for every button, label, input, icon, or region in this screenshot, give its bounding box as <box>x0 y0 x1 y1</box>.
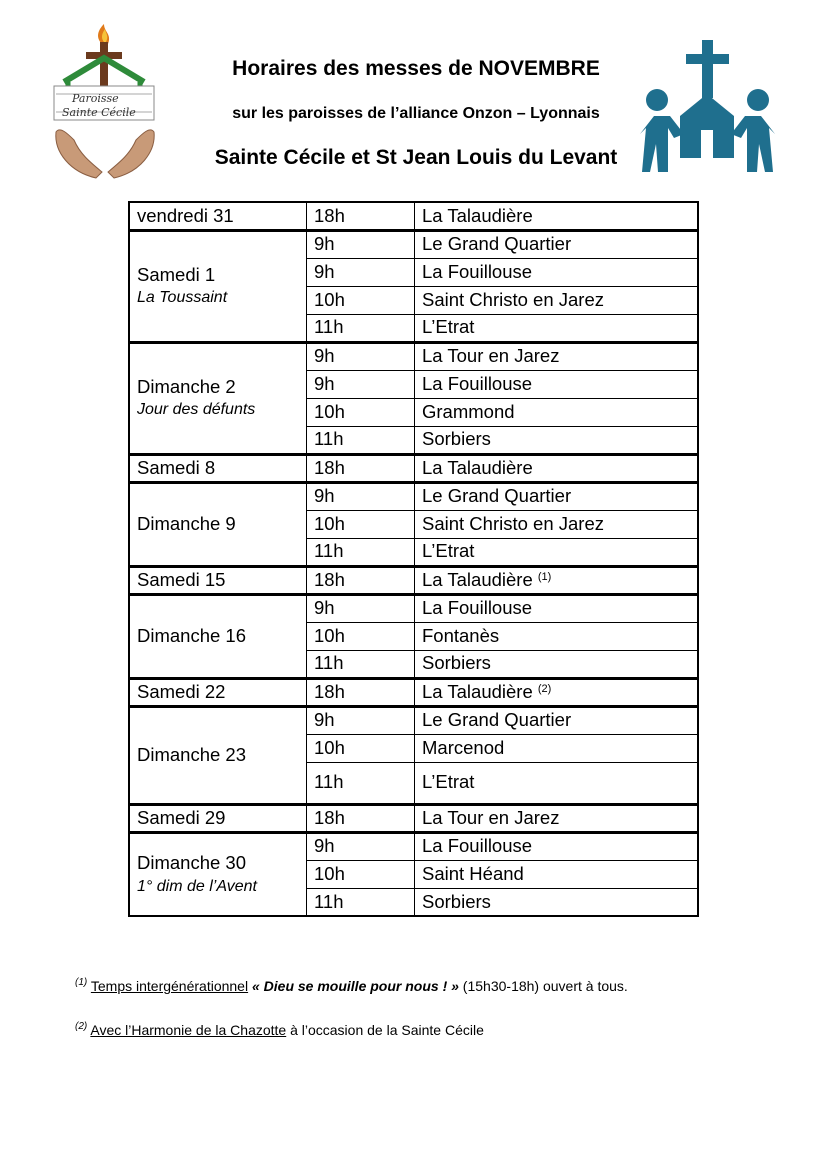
time-cell: 10h <box>307 622 415 650</box>
day-note: Jour des défunts <box>137 401 256 419</box>
place-cell <box>415 734 699 762</box>
place-cell <box>415 314 699 342</box>
place-cell <box>415 342 699 370</box>
schedule-row <box>129 454 698 482</box>
place-cell <box>415 678 699 706</box>
place-cell <box>415 594 699 622</box>
logo-text-1: Paroisse <box>72 92 119 105</box>
place-label: Fontanès <box>422 624 500 646</box>
time-cell: 9h <box>307 370 415 398</box>
place-cell <box>415 538 699 566</box>
time-cell: 9h <box>307 482 415 510</box>
schedule-row <box>129 706 698 734</box>
place-cell <box>415 804 699 832</box>
day-cell <box>129 832 307 916</box>
time-cell: 18h <box>307 202 415 230</box>
place-cell <box>415 230 699 258</box>
day-cell <box>129 454 307 482</box>
place-label: La Tour en Jarez <box>422 806 560 828</box>
schedule-row <box>129 230 698 258</box>
place-label: Le Grand Quartier <box>422 485 572 507</box>
place-cell <box>415 566 699 594</box>
place-cell <box>415 650 699 678</box>
footnote-1-rest: (15h30-18h) ouvert à tous. <box>458 978 628 994</box>
page-title: Horaires des messes de NOVEMBRE <box>232 57 600 80</box>
time-cell: 9h <box>307 230 415 258</box>
day-cell <box>129 706 307 804</box>
place-label: La Talaudière <box>422 680 533 702</box>
time-cell: 18h <box>307 454 415 482</box>
time-cell: 11h <box>307 538 415 566</box>
place-label: Saint Héand <box>422 862 524 884</box>
time-cell: 11h <box>307 650 415 678</box>
day-cell <box>129 230 307 342</box>
day-label: Samedi 8 <box>137 456 216 478</box>
footnote-2 <box>75 1021 484 1038</box>
place-label: La Tour en Jarez <box>422 345 560 367</box>
page-subtitle: sur les paroisses de l’alliance Onzon – Lyonnais <box>232 105 600 122</box>
day-cell <box>129 202 307 230</box>
place-cell <box>415 286 699 314</box>
time-cell: 9h <box>307 594 415 622</box>
day-label: Samedi 1 <box>137 264 216 286</box>
day-label: Samedi 15 <box>137 568 226 590</box>
place-cell <box>415 832 699 860</box>
place-label: La Talaudière <box>422 568 533 590</box>
place-label: La Fouillouse <box>422 597 533 619</box>
place-label: La Fouillouse <box>422 260 533 282</box>
place-label: L’Etrat <box>422 316 475 338</box>
place-cell <box>415 370 699 398</box>
time-cell: 11h <box>307 888 415 916</box>
day-cell <box>129 678 307 706</box>
place-cell <box>415 706 699 734</box>
schedule-row <box>129 832 698 860</box>
time-cell: 9h <box>307 832 415 860</box>
time-cell: 10h <box>307 510 415 538</box>
place-label: L’Etrat <box>422 771 475 793</box>
place-label: Sorbiers <box>422 890 491 912</box>
place-cell <box>415 454 699 482</box>
place-cell <box>415 426 699 454</box>
schedule-row <box>129 594 698 622</box>
time-cell: 11h <box>307 762 415 804</box>
schedule-row <box>129 804 698 832</box>
place-cell <box>415 482 699 510</box>
place-cell <box>415 258 699 286</box>
schedule-row <box>129 342 698 370</box>
place-label: Saint Christo en Jarez <box>422 288 605 310</box>
parishes-title: Sainte Cécile et St Jean Louis du Levant <box>214 146 618 169</box>
schedule-row <box>129 678 698 706</box>
place-label: La Fouillouse <box>422 372 533 394</box>
place-label: Grammond <box>422 400 515 422</box>
footnote-1-underlined: Temps intergénérationnel <box>90 978 249 994</box>
day-cell <box>129 342 307 454</box>
day-label: Dimanche 23 <box>137 743 247 765</box>
schedule-row <box>129 482 698 510</box>
time-cell: 10h <box>307 286 415 314</box>
schedule-row <box>129 566 698 594</box>
day-label: Dimanche 16 <box>137 624 247 646</box>
day-cell <box>129 804 307 832</box>
day-label: Dimanche 30 <box>137 852 247 874</box>
time-cell: 9h <box>307 258 415 286</box>
day-label: Samedi 29 <box>137 806 226 828</box>
time-cell: 11h <box>307 314 415 342</box>
time-cell: 10h <box>307 734 415 762</box>
day-note: La Toussaint <box>137 289 228 307</box>
place-label: Le Grand Quartier <box>422 709 572 731</box>
time-cell: 10h <box>307 398 415 426</box>
schedule-row <box>129 202 698 230</box>
time-cell: 18h <box>307 566 415 594</box>
place-label: Le Grand Quartier <box>422 233 572 255</box>
place-cell <box>415 762 699 804</box>
day-cell <box>129 482 307 566</box>
place-cell <box>415 888 699 916</box>
footnote-2-mark: (2) <box>75 1021 88 1032</box>
footnote-ref: (1) <box>537 570 552 583</box>
place-label: L’Etrat <box>422 540 475 562</box>
time-cell: 9h <box>307 706 415 734</box>
day-label: Dimanche 2 <box>137 376 236 398</box>
day-label: Samedi 22 <box>137 680 226 702</box>
place-label: La Talaudière <box>422 204 533 226</box>
time-cell: 10h <box>307 860 415 888</box>
place-cell <box>415 510 699 538</box>
place-cell <box>415 622 699 650</box>
day-cell <box>129 566 307 594</box>
footnote-1 <box>75 977 628 994</box>
day-cell <box>129 594 307 678</box>
footnote-1-mark: (1) <box>75 977 88 988</box>
day-label: vendredi 31 <box>137 204 234 226</box>
place-cell <box>415 202 699 230</box>
time-cell: 9h <box>307 342 415 370</box>
day-note: 1° dim de l’Avent <box>137 877 257 895</box>
place-label: Saint Christo en Jarez <box>422 512 605 534</box>
footnote-1-quote: « Dieu se mouille pour nous ! » <box>251 978 459 994</box>
logo-text-2: Sainte Cécile <box>62 106 136 119</box>
place-cell <box>415 860 699 888</box>
time-cell: 18h <box>307 804 415 832</box>
time-cell: 11h <box>307 426 415 454</box>
footnote-ref: (2) <box>537 682 552 695</box>
place-label: Sorbiers <box>422 652 491 674</box>
place-label: La Fouillouse <box>422 835 533 857</box>
time-cell: 18h <box>307 678 415 706</box>
place-label: Marcenod <box>422 736 505 758</box>
mass-schedule-table <box>128 201 699 917</box>
footnote-2-rest: à l’occasion de la Sainte Cécile <box>286 1022 484 1038</box>
day-label: Dimanche 9 <box>137 512 236 534</box>
place-label: La Talaudière <box>422 456 533 478</box>
place-cell <box>415 398 699 426</box>
footnote-2-underlined: Avec l’Harmonie de la Chazotte <box>90 1022 287 1038</box>
place-label: Sorbiers <box>422 428 491 450</box>
